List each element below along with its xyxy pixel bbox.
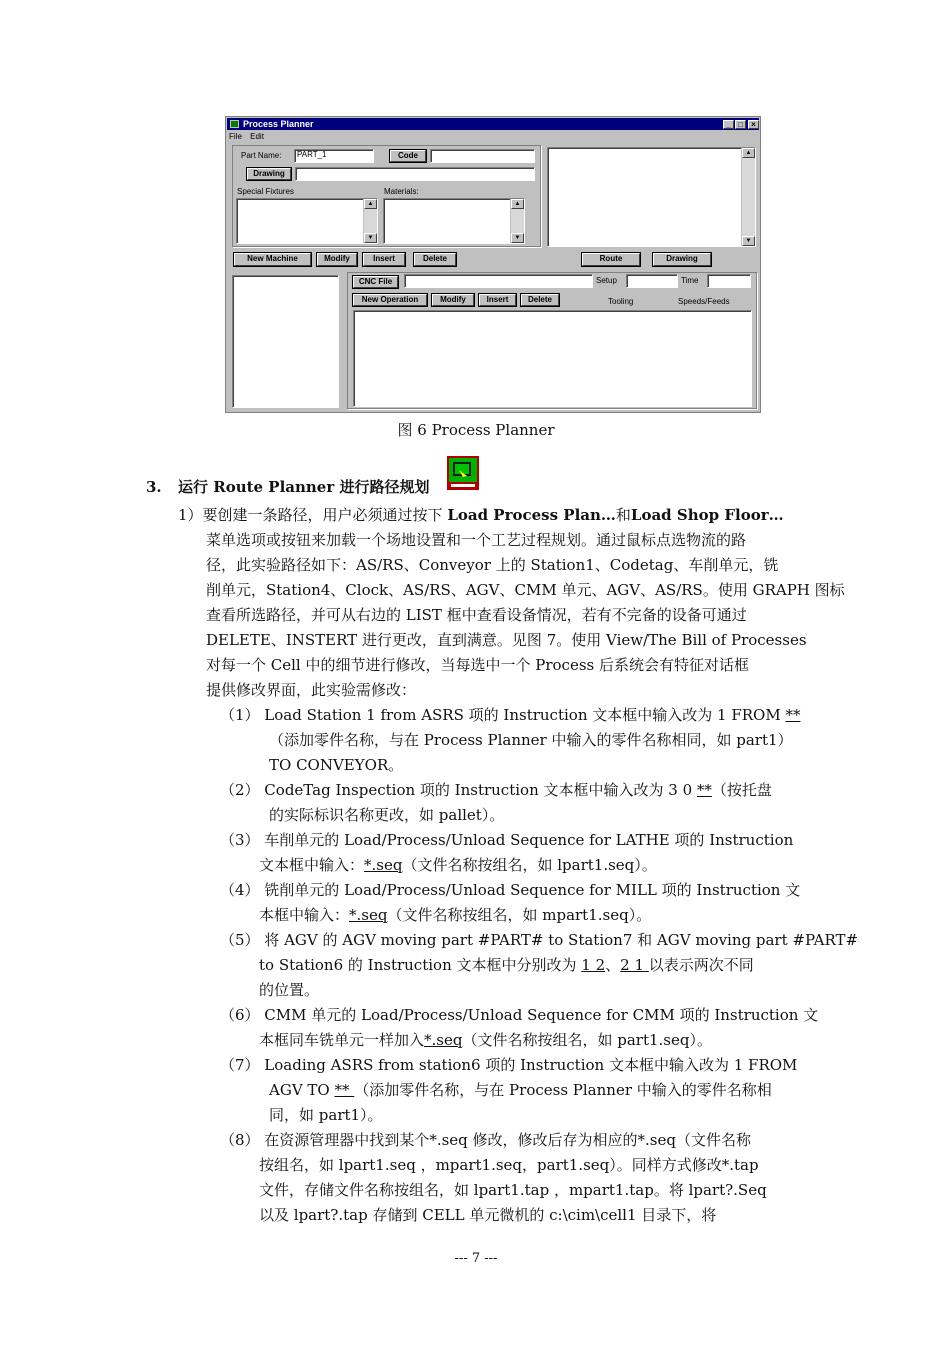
drawing-input[interactable]: [295, 167, 535, 181]
drawing-button-2[interactable]: Drawing: [653, 253, 711, 266]
item7-line2: AGV TO ** （添加零件名称，与在 Process Planner 中输入的零件名称相: [269, 1081, 772, 1099]
menu-bar: [229, 131, 270, 142]
special-fixtures-list[interactable]: [236, 198, 378, 244]
speeds-feeds-label: Speeds/Feeds: [678, 297, 730, 306]
item1-line2: （添加零件名称，与在 Process Planner 中输入的零件名称相同，如 part1）: [269, 731, 793, 749]
modify-machine-button[interactable]: Modify: [317, 253, 357, 266]
item6-line1: （6） CMM 单元的 Load/Process/Unload Sequence for CMM 项的 Instruction 文: [220, 1006, 819, 1024]
item8-line2: 按组名，如 lpart1.seq ，mpart1.seq，part1.seq）。同样方式修改*.tap: [259, 1156, 759, 1174]
item1-line3: TO CONVEYOR。: [269, 756, 404, 774]
operation-machine-list[interactable]: [232, 275, 339, 408]
part-name-input[interactable]: PART_1: [294, 149, 374, 163]
app-icon: [230, 120, 239, 128]
cnc-file-input[interactable]: [404, 274, 593, 288]
scroll-down-icon[interactable]: ▼: [742, 236, 755, 246]
drawing-button[interactable]: Drawing: [247, 168, 291, 180]
item7-line3: 同，如 part1）。: [269, 1106, 383, 1124]
materials-list[interactable]: [383, 198, 525, 244]
item3-line2: 文本框中输入：*.seq（文件名称按组名，如 lpart1.seq）。: [259, 856, 657, 874]
item1-line1: （1） Load Station 1 from ASRS 项的 Instruction 文本框中输入改为 1 FROM **: [220, 706, 801, 724]
time-input[interactable]: [707, 274, 751, 288]
item5-line1: （5） 将 AGV 的 AGV moving part #PART# to Station7 和 AGV moving part #PART#: [220, 931, 859, 949]
operation-list[interactable]: [353, 310, 752, 407]
title-bar: [227, 118, 759, 130]
part-name-label: Part Name:: [241, 151, 282, 160]
section-number: 3.: [146, 478, 162, 496]
close-icon[interactable]: ×: [748, 120, 759, 129]
figure-caption: 图 6 Process Planner: [397, 421, 555, 439]
delete-operation-button[interactable]: Delete: [521, 294, 559, 306]
para1-line2: 菜单选项或按钮来加载一个场地设置和一个工艺过程规划。通过鼠标点选物流的路: [206, 531, 747, 549]
minimize-icon[interactable]: _: [723, 120, 734, 129]
item5-line2: to Station6 的 Instruction 文本框中分别改为 1 2、2 1 以表示两次不同: [259, 956, 754, 974]
item8-line1: （8） 在资源管理器中找到某个*.seq 修改，修改后存为相应的*.seq（文件名称: [220, 1131, 751, 1149]
item5-line3: 的位置。: [259, 981, 320, 999]
special-fixtures-label: Special Fixtures: [237, 187, 294, 196]
item3-line1: （3） 车削单元的 Load/Process/Unload Sequence for LATHE 项的 Instruction: [220, 831, 794, 849]
page-number: --- 7 ---: [454, 1251, 498, 1266]
route-button[interactable]: Route: [582, 253, 640, 266]
section-title: 运行 Route Planner 进行路径规划: [178, 478, 430, 496]
scroll-up-icon[interactable]: ▲: [742, 148, 755, 158]
scroll-up-icon[interactable]: ▲: [511, 199, 524, 209]
code-input[interactable]: [430, 149, 535, 163]
code-button[interactable]: Code: [390, 150, 426, 162]
item6-line2: 本框同车铣单元一样加入*.seq（文件名称按组名，如 part1.seq）。: [259, 1031, 712, 1049]
new-machine-button[interactable]: New Machine: [234, 253, 311, 266]
scroll-down-icon[interactable]: ▼: [364, 233, 377, 243]
maximize-icon[interactable]: □: [735, 120, 746, 129]
insert-operation-button[interactable]: Insert: [479, 294, 516, 306]
item4-line2: 本框中输入：*.seq（文件名称按组名，如 mpart1.seq）。: [259, 906, 652, 924]
item7-line1: （7） Loading ASRS from station6 项的 Instruction 文本框中输入改为 1 FROM: [220, 1056, 798, 1074]
menu-file[interactable]: File: [229, 132, 242, 141]
item8-line4: 以及 lpart?.tap 存储到 CELL 单元微机的 c:\cim\cell1 目录下，将: [259, 1206, 717, 1224]
route-planner-icon: [447, 456, 479, 490]
materials-label: Materials:: [384, 187, 419, 196]
para1-line1: 1）要创建一条路径，用户必须通过按下 Load Process Plan…和Load Shop Floor…: [178, 506, 784, 524]
item4-line1: （4） 铣削单元的 Load/Process/Unload Sequence for MILL 项的 Instruction 文: [220, 881, 801, 899]
materials-scrollbar[interactable]: [510, 199, 524, 243]
cnc-file-button[interactable]: CNC File: [353, 276, 398, 288]
modify-operation-button[interactable]: Modify: [432, 294, 474, 306]
scroll-up-icon[interactable]: ▲: [364, 199, 377, 209]
para1-line6: DELETE、INSTERT 进行更改，直到满意。见图 7。使用 View/The Bill of Processes: [206, 631, 807, 649]
para1-line8: 提供修改界面，此实验需修改：: [206, 681, 417, 699]
fixtures-scrollbar[interactable]: [363, 199, 377, 243]
item8-line3: 文件，存储文件名称按组名，如 lpart1.tap ，mpart1.tap。将 lpart?.Seq: [259, 1181, 767, 1199]
new-operation-button[interactable]: New Operation: [353, 294, 427, 306]
menu-edit[interactable]: Edit: [250, 132, 264, 141]
para1-line7: 对每一个 Cell 中的细节进行修改，当每选中一个 Process 后系统会有特征对话框: [206, 656, 749, 674]
para1-line4: 削单元，Station4、Clock、AS/RS、AGV、CMM 单元、AGV、AS/RS。使用 GRAPH 图标: [206, 581, 845, 599]
item2-line1: （2） CodeTag Inspection 项的 Instruction 文本框中输入改为 3 0 **（按托盘: [220, 781, 772, 799]
delete-machine-button[interactable]: Delete: [414, 253, 456, 266]
machine-list[interactable]: [547, 147, 756, 247]
item2-line2: 的实际标识名称更改，如 pallet）。: [269, 806, 505, 824]
insert-machine-button[interactable]: Insert: [363, 253, 405, 266]
machine-list-scrollbar[interactable]: [741, 148, 755, 246]
tooling-label: Tooling: [608, 297, 634, 306]
time-label: Time: [681, 276, 699, 285]
para1-line5: 查看所选路径，并可从右边的 LIST 框中查看设备情况，若有不完备的设备可通过: [206, 606, 747, 624]
process-planner-window: [225, 116, 761, 413]
window-title: Process Planner: [243, 119, 314, 129]
para1-line3: 径，此实验路径如下：AS/RS、Conveyor 上的 Station1、Codetag、车削单元，铣: [206, 556, 779, 574]
scroll-down-icon[interactable]: ▼: [511, 233, 524, 243]
setup-label: Setup: [596, 276, 617, 285]
setup-input[interactable]: [626, 274, 678, 288]
